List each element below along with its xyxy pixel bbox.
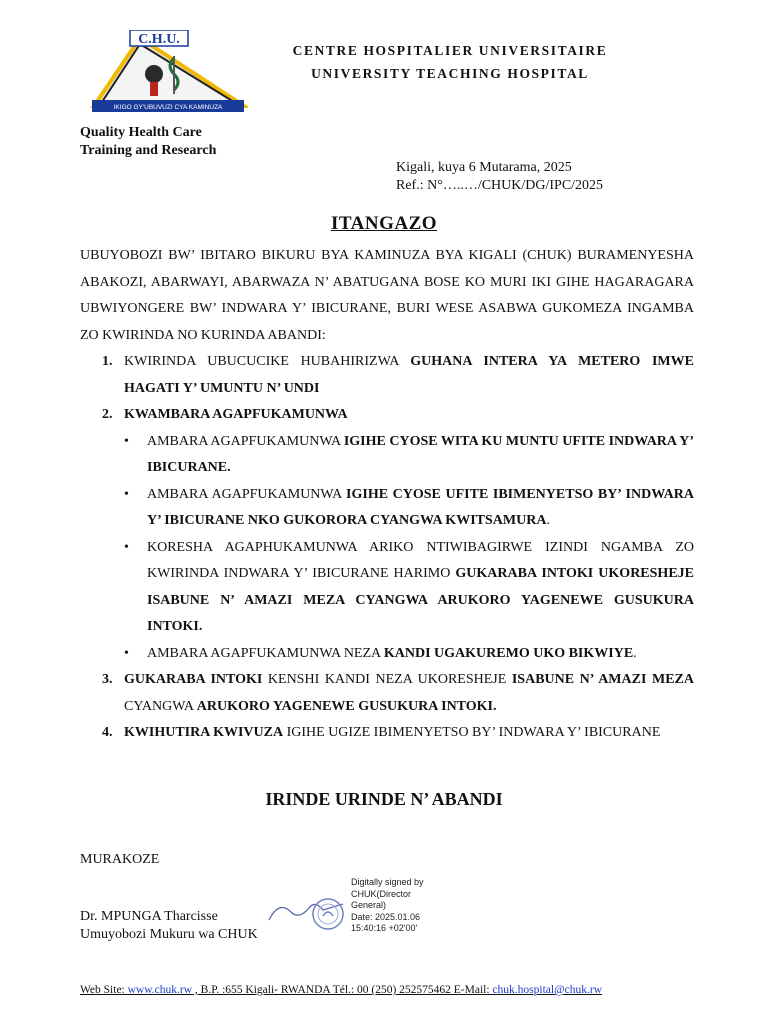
bullet-icon: • [124, 539, 129, 555]
bullet-text: AMBARA AGAPFUKAMUNWA [147, 486, 347, 502]
bullet-text: AMBARA AGAPFUKAMUNWA NEZA [147, 645, 384, 661]
intro-paragraph: UBUYOBOZI BW’ IBITARO BIKURU BYA KAMINUZA BYA KIGALI (CHUK) BURAMENYESHA ABAKOZI, ABARWAYI, ABARWAZA N’ ABATUGANA BOSE KO MURI IKI GIHE HAGARAGARA UBWIYONGERE BW’ INDWARA Y’ IBICURANE, BURI WESE ASABWA GUKOMEZA INGAMBA ZO KWIRINDA NO KURINDA ABANDI: [80, 248, 694, 343]
logo-text: C.H.U. [138, 32, 180, 47]
item-text: CYANGWA [124, 698, 197, 714]
chuk-logo [88, 30, 248, 114]
bullet-item [124, 535, 694, 641]
bullet-bold-text: KANDI UGAKUREMO UKO BIKWIYE [383, 645, 634, 661]
footer-text: Web Site: [80, 984, 128, 996]
list-item [102, 720, 694, 747]
header-line-2: UNIVERSITY TEACHING HOSPITAL [311, 66, 589, 81]
item-bold-text: GUHANA INTERA YA METERO IMWE HAGATI Y’ UMUNTU N’ UNDI [124, 354, 694, 396]
date-line: Kigali, kuya 6 Mutarama, 2025 [396, 160, 572, 175]
bullet-text: . [546, 513, 550, 528]
item-bold-text: GUKARABA INTOKI [124, 672, 263, 687]
signatory-title: Umuyobozi Mukuru wa CHUK [80, 927, 258, 942]
motto-line-2: Training and Research [80, 143, 217, 158]
item-number: 1. [102, 354, 113, 369]
list-item [102, 349, 694, 402]
item-text: KWIRINDA UBUCUCIKE HUBAHIRIZWA [124, 354, 411, 369]
list-item [102, 667, 694, 720]
item-number: 4. [102, 725, 113, 740]
motto-line-1: Quality Health Care [80, 125, 202, 140]
signature-line: General) [351, 900, 387, 911]
item-text: KENSHI KANDI NEZA UKORESHEJE [262, 672, 512, 687]
item-number: 3. [102, 672, 113, 687]
bullet-icon: • [124, 486, 129, 502]
website-link[interactable]: www.chuk.rw [127, 984, 193, 996]
bullet-icon: • [124, 433, 129, 449]
bullet-text: . [633, 645, 637, 661]
bullet-item [124, 429, 695, 482]
header-line-1: CENTRE HOSPITALIER UNIVERSITAIRE [292, 43, 608, 58]
reference-line: Ref.: N°…..…/CHUK/DG/IPC/2025 [396, 178, 604, 193]
bullet-item [124, 641, 694, 668]
bullet-text: AMBARA AGAPFUKAMUNWA [147, 433, 344, 449]
item-text: IGIHE UGIZE IBIMENYETSO BY’ INDWARA Y’ IBICURANE [283, 725, 661, 740]
footer-text: , B.P. :655 Kigali- RWANDA Tél.: 00 (250) 252575462 E-Mail: [192, 984, 493, 996]
closing-text: MURAKOZE [80, 852, 160, 867]
footer [80, 984, 602, 996]
bullet-bold-text: IGIHE CYOSE UFITE IBIMENYETSO BY’ INDWARA Y’ IBICURANE NKO GUKORORA CYANGWA KWITSAMURA [147, 486, 694, 528]
signature-line: CHUK(Director [351, 888, 412, 899]
signature-line: 15:40:16 +02'00' [351, 923, 418, 934]
signatory-name: Dr. MPUNGA Tharcisse [80, 909, 218, 924]
digital-signature-text [351, 877, 424, 935]
item-bold-text: ARUKORO YAGENEWE GUSUKURA INTOKI. [196, 698, 497, 714]
bullet-bold-text: GUKARABA INTOKI UKORESHEJE ISABUNE N’ AMAZI MEZA CYANGWA ARUKORO YAGENEWE GUSUKURA INTOKI. [147, 566, 694, 634]
bullet-text: KORESHA AGAPHUKAMUNWA ARIKO NTIWIBAGIRWE IZINDI NGAMBA ZO KWIRINDA INDWARA Y’ IBICURANE HARIMO [147, 539, 694, 581]
list-item [102, 402, 694, 429]
bullet-icon: • [124, 645, 129, 661]
logo-banner: IKIGO GY'UBUVUZI CYA KAMINUZA [113, 104, 223, 111]
bullet-item [124, 482, 694, 535]
announcement-body [80, 243, 694, 747]
item-bold-text: ISABUNE N’ AMAZI MEZA [511, 672, 694, 687]
email-link[interactable]: chuk.hospital@chuk.rw [492, 984, 603, 996]
page-title: ITANGAZO [330, 213, 438, 234]
item-bold-text: KWIHUTIRA KWIVUZA [124, 725, 284, 740]
item-bold-text: KWAMBARA AGAPFUKAMUNWA [124, 407, 348, 422]
item-number: 2. [102, 407, 113, 422]
bullet-bold-text: IGIHE CYOSE WITA KU MUNTU UFITE INDWARA Y’ IBICURANE. [147, 433, 695, 475]
signature-line: Date: 2025.01.06 [351, 911, 421, 922]
signature-line: Digitally signed by [351, 877, 424, 887]
slogan: IRINDE URINDE N’ ABANDI [265, 789, 503, 809]
